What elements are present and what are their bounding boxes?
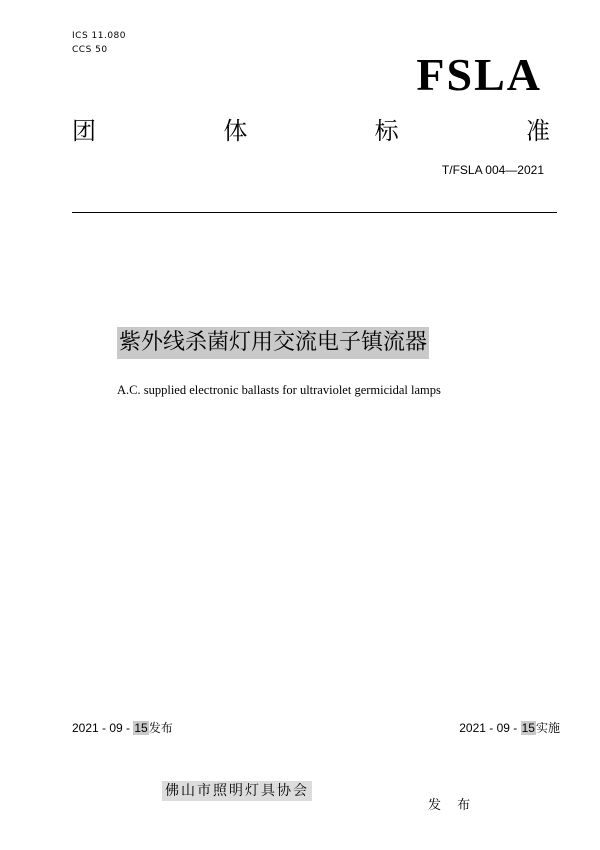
publish-date-day: 15: [134, 721, 148, 735]
standard-type-char: 团: [72, 117, 96, 145]
implement-date-label: 实施: [535, 721, 560, 735]
publish-date-prefix: 2021 - 09 -: [72, 721, 134, 735]
standard-number: T/FSLA 004—2021: [441, 163, 544, 177]
publish-date: [72, 719, 173, 736]
implement-date-prefix: 2021 - 09 -: [459, 721, 521, 735]
publisher-name: 佛山市照明灯具协会: [162, 781, 312, 801]
ics-code: ICS 11.080: [72, 31, 127, 41]
implement-date: [459, 719, 560, 736]
publish-date-label: 发布: [148, 721, 173, 735]
standard-type-char: 体: [223, 117, 248, 145]
publish-label: 发 布: [428, 798, 477, 813]
standard-type-char: 标: [374, 117, 399, 145]
document-title-chinese: 紫外线杀菌灯用交流电子镇流器: [117, 327, 429, 359]
document-title-english: A.C. supplied electronic ballasts for ultraviolet germicidal lamps: [117, 383, 441, 397]
standard-type-char: 准: [525, 117, 550, 145]
classification-codes: [72, 29, 126, 57]
fsla-logo: FSLA: [416, 49, 542, 100]
implement-date-day: 15: [521, 721, 535, 735]
header-divider: [72, 212, 557, 213]
standard-type: [72, 116, 550, 146]
ccs-code: CCS 50: [72, 45, 108, 55]
